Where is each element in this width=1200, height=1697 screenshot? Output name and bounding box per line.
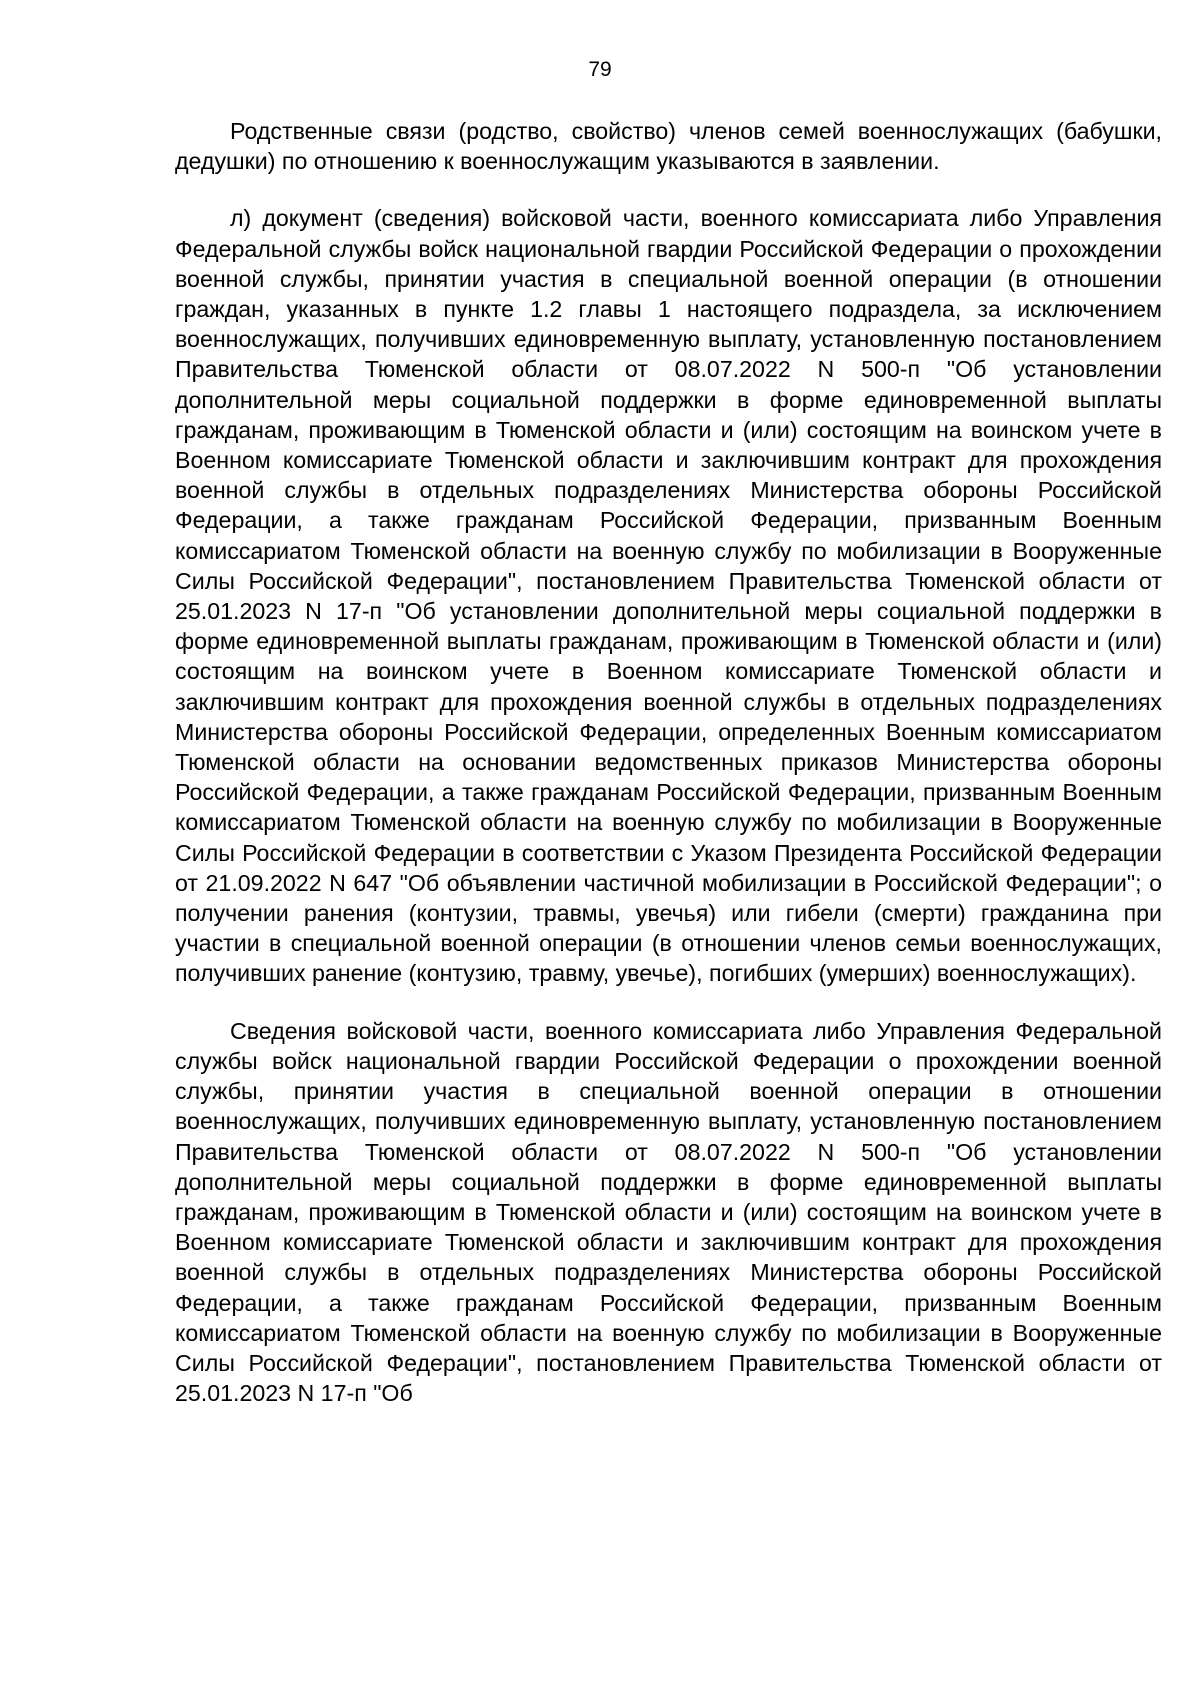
page-number: 79 xyxy=(588,58,612,81)
paragraph-relatives-note: Родственные связи (родство, свойство) членов семей военнослужащих (бабушки, дедушки) по отношению к военнослужащим указываются в заявлении. xyxy=(175,118,1162,175)
paragraph-item-l: л) документ (сведения) войсковой части, военного комиссариата либо Управления Федеральной службы войск национальной гвардии Российской Федерации о прохождении военной службы, принятии участия в специальной военной операции (в отношении граждан, указанных в пункте 1.2 главы 1 настоящего подраздела, за исключением военнослужащих, получивших единовременную выплату, установленную постановлением Правительства Тюменской области от 08.07.2022 N 500-п "Об установлении дополнительной меры социальной поддержки в форме единовременной выплаты гражданам, проживающим в Тюменской области и (или) состоящим на воинском учете в Военном комиссариате Тюменской области и заключившим контракт для прохождения военной службы в отдельных подразделениях Министерства обороны Российской Федерации, а также гражданам Российской Федерации, призванным Военным комиссариатом Тюменской области на военную службу по мобилизации в Вооруженные Силы Российской Федерации", постановлением Правительства Тюменской области от 25.01.2023 N 17-п "Об установлении дополнительной меры социальной поддержки в форме единовременной выплаты гражданам, проживающим в Тюменской области и (или) состоящим на воинском учете в Военном комиссариате Тюменской области и заключившим контракт для прохождения военной службы в отдельных подразделениях Министерства обороны Российской Федерации, определенных Военным комиссариатом Тюменской области на основании ведомственных приказов Министерства обороны Российской Федерации, а также гражданам Российской Федерации, призванным Военным комиссариатом Тюменской области на военную службу по мобилизации в Вооруженные Силы Российской Федерации в соответствии с Указом Президента Российской Федерации от 21.09.2022 N 647 "Об объявлении частичной мобилизации в Российской Федерации"; о получении ранения (контузии, травмы, увечья) или гибели (смерти) гражданина при участии в специальной военной операции (в отношении членов семьи военнослужащих, получивших ранение (контузию, травму, увечье), погибших (умерших) военнослужащих). xyxy=(175,205,1162,987)
paragraph-military-info: Сведения войсковой части, военного комиссариата либо Управления Федеральной службы войск национальной гвардии Российской Федерации о прохождении военной службы, принятии участия в специальной военной операции в отношении военнослужащих, получивших единовременную выплату, установленную постановлением Правительства Тюменской области от 08.07.2022 N 500-п "Об установлении дополнительной меры социальной поддержки в форме единовременной выплаты гражданам, проживающим в Тюменской области и (или) состоящим на воинском учете в Военном комиссариате Тюменской области и заключившим контракт для прохождения военной службы в отдельных подразделениях Министерства обороны Российской Федерации, а также гражданам Российской Федерации, призванным Военным комиссариатом Тюменской области на военную службу по мобилизации в Вооруженные Силы Российской Федерации", постановлением Правительства Тюменской области от 25.01.2023 N 17-п "Об xyxy=(175,1017,1162,1407)
document-body xyxy=(175,116,1162,1408)
